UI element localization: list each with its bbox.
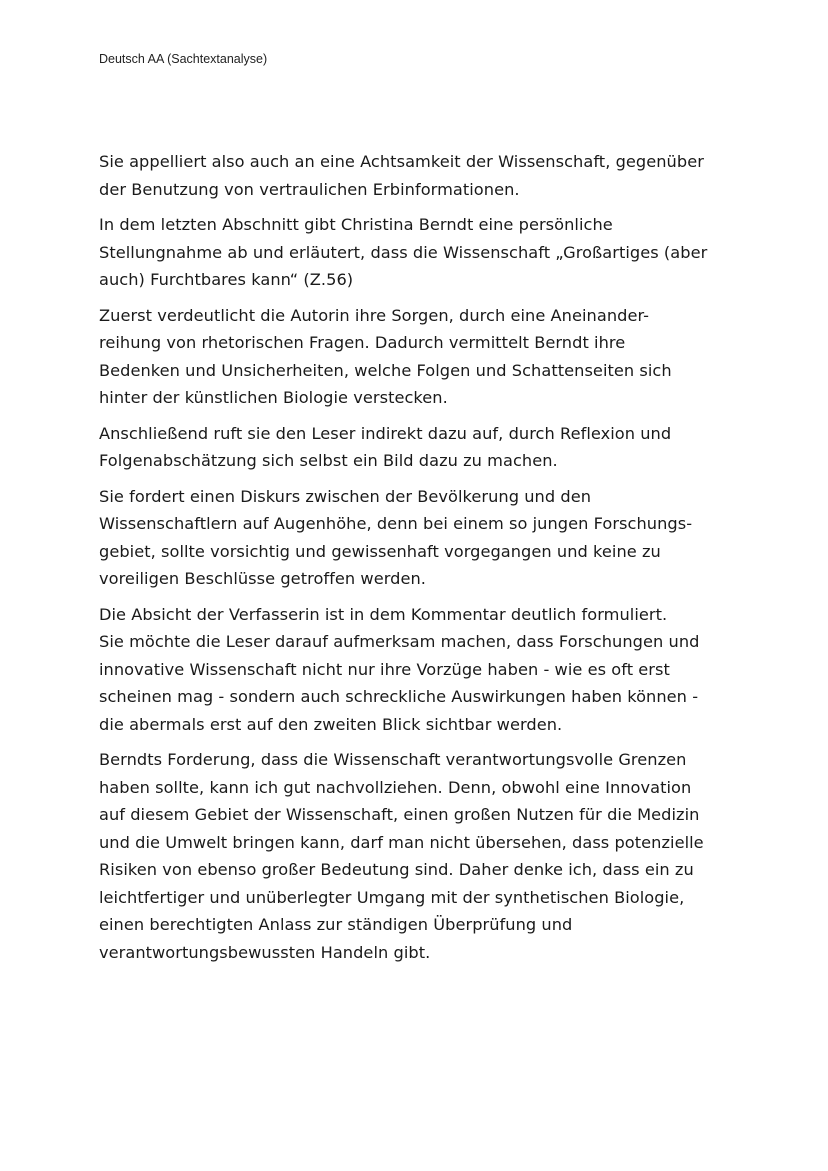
text-line: hinter der künstlichen Biologie verstecken.	[99, 388, 448, 407]
text-line: Folgenabschätzung sich selbst ein Bild dazu zu machen.	[99, 451, 558, 470]
paragraph	[99, 746, 739, 966]
text-line: innovative Wissenschaft nicht nur ihre Vorzüge haben - wie es oft erst	[99, 659, 670, 679]
text-line: reihung von rhetorischen Fragen. Dadurch vermittelt Berndt ihre	[99, 333, 626, 352]
paragraph	[99, 420, 739, 475]
text-line: Zuerst verdeutlicht die Autorin ihre Sorgen, durch eine Aneinander-	[99, 305, 650, 325]
paragraph	[99, 148, 739, 203]
text-line: Wissenschaftlern auf Augenhöhe, denn bei einem so jungen Forschungs-	[99, 514, 693, 533]
text-line: Sie möchte die Leser darauf aufmerksam machen, dass Forschungen und	[99, 632, 700, 651]
text-line: Anschließend ruft sie den Leser indirekt dazu auf, durch Reflexion und	[99, 423, 672, 443]
paragraph	[99, 601, 739, 739]
text-line: gebiet, sollte vorsichtig und gewissenhaft vorgegangen und keine zu	[99, 541, 661, 561]
document-body	[99, 148, 739, 974]
text-line: Sie fordert einen Diskurs zwischen der Bevölkerung und den	[99, 486, 592, 506]
text-line: In dem letzten Abschnitt gibt Christina Berndt eine persönliche	[99, 215, 613, 234]
text-line: verantwortungsbewussten Handeln gibt.	[99, 942, 431, 962]
paragraph	[99, 302, 739, 412]
text-line: Risiken von ebenso großer Bedeutung sind. Daher denke ich, dass ein zu	[99, 860, 694, 879]
text-line: leichtfertiger und unüberlegter Umgang mit der synthetischen Biologie,	[99, 887, 685, 907]
text-line: einen berechtigten Anlass zur ständigen Überprüfung und	[99, 915, 573, 934]
page-header: Deutsch AA (Sachtextanalyse)	[99, 52, 268, 66]
text-line: Die Absicht der Verfasserin ist in dem Kommentar deutlich formuliert.	[99, 604, 668, 624]
text-line: voreiligen Beschlüsse getroffen werden.	[99, 569, 426, 588]
paragraph	[99, 483, 739, 593]
paragraph	[99, 211, 739, 294]
text-line: Bedenken und Unsicherheiten, welche Folgen und Schattenseiten sich	[99, 360, 672, 380]
text-line: der Benutzung von vertraulichen Erbinformationen.	[99, 179, 520, 199]
text-line: und die Umwelt bringen kann, darf man nicht übersehen, dass potenzielle	[99, 832, 704, 852]
text-line: Sie appelliert also auch an eine Achtsamkeit der Wissenschaft, gegenüber	[99, 152, 704, 171]
text-line: haben sollte, kann ich gut nachvollziehen. Denn, obwohl eine Innovation	[99, 777, 692, 797]
text-line: Stellungnahme ab und erläutert, dass die Wissenschaft „Großartiges (aber	[99, 242, 708, 262]
text-line: Berndts Forderung, dass die Wissenschaft verantwortungsvolle Grenzen	[99, 750, 687, 769]
text-line: auf diesem Gebiet der Wissenschaft, einen großen Nutzen für die Medizin	[99, 805, 700, 824]
text-line: scheinen mag - sondern auch schreckliche Auswirkungen haben können -	[99, 687, 699, 706]
text-line: auch) Furchtbares kann“ (Z.56)	[99, 270, 354, 289]
text-line: die abermals erst auf den zweiten Blick sichtbar werden.	[99, 714, 563, 734]
